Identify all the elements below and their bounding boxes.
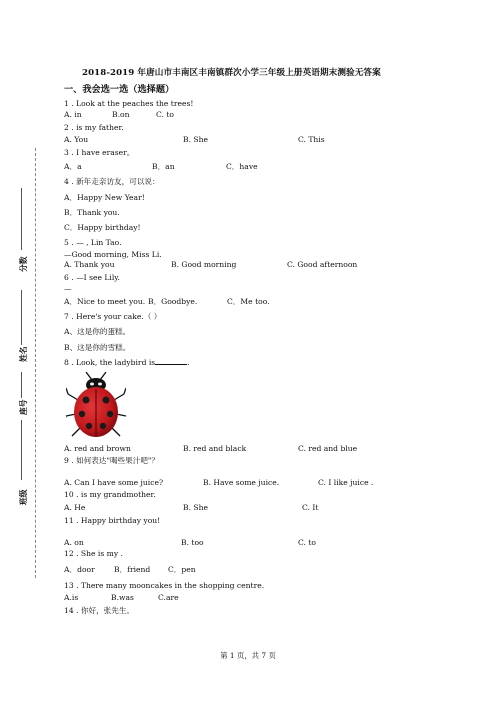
question-stem: 2 . is my father. [64, 123, 124, 132]
question-stem: 10 . is my grandmother. [64, 490, 156, 499]
option[interactable]: A. Thank you [64, 260, 115, 269]
option[interactable]: B. She [183, 135, 208, 144]
option[interactable]: B．Goodbye. [148, 297, 198, 306]
option[interactable]: B. Good morning [171, 260, 237, 269]
name-label: 姓名 [19, 346, 28, 362]
option[interactable]: B. red and black [183, 444, 247, 453]
question-stem: 9 . 如何表达"喝些果汁吧"？ [64, 456, 159, 465]
option-row [64, 110, 174, 119]
option-row [64, 260, 358, 269]
score-label: 分数 [19, 256, 28, 272]
option[interactable]: C. It [302, 503, 319, 512]
option[interactable]: A．Happy New Year! [64, 193, 145, 202]
binding-line [35, 148, 36, 578]
question-stem: 14 . 你好，张先生。 [64, 606, 135, 615]
option[interactable]: A.is [64, 593, 79, 602]
section-heading: 一、我会选一选（选择题） [64, 84, 175, 95]
option[interactable]: B.was [111, 593, 134, 602]
exam-title: 2018-2019 年唐山市丰南区丰南镇群次小学三年级上册英语期末测验无答案 [82, 68, 381, 78]
question-dialogue: —Good morning, Miss Li. [64, 250, 162, 259]
option[interactable]: B. Have some juice. [203, 478, 280, 487]
option[interactable]: C．Happy birthday! [64, 223, 141, 232]
option[interactable]: B.on [112, 110, 130, 119]
question-stem: 12 . She is my . [64, 549, 123, 558]
class-field-line [21, 420, 22, 480]
page-footer: 第 1 页，共 7 页 [220, 651, 276, 660]
option[interactable]: B. too [181, 538, 204, 547]
option[interactable]: A．door [64, 565, 95, 574]
option[interactable]: A. red and brown [64, 444, 131, 453]
question-stem: 3 . I have eraser。 [64, 148, 135, 157]
option[interactable]: C．Me too. [227, 297, 270, 306]
option-row [64, 444, 358, 453]
option-row [64, 538, 316, 547]
score-field-line [21, 188, 22, 250]
question-stem: 11 . Happy birthday you! [64, 516, 161, 525]
id-field-line [21, 372, 22, 398]
option[interactable]: A．Nice to meet you. [64, 297, 146, 306]
option[interactable]: A. on [64, 538, 84, 547]
option-row [64, 593, 179, 602]
option-row [64, 135, 325, 144]
option-row [64, 565, 196, 574]
question-stem: 13 . There many mooncakes in the shopping centre. [64, 581, 265, 590]
option[interactable]: A、这是你的蛋糕。 [64, 327, 131, 336]
option[interactable]: C.are [158, 593, 179, 602]
option[interactable]: C．have [226, 162, 258, 171]
name-field-line [21, 290, 22, 345]
option[interactable]: A. He [64, 503, 86, 512]
question-stem: 8 . Look, the ladybird is . [64, 358, 190, 367]
option[interactable]: C. I like juice . [318, 478, 374, 487]
class-label: 班级 [19, 489, 28, 505]
option[interactable]: B. She [183, 503, 208, 512]
option[interactable]: B．Thank you. [64, 208, 120, 217]
option[interactable]: C. This [298, 135, 325, 144]
option[interactable]: B．friend [114, 565, 151, 574]
option-row [64, 162, 258, 171]
option[interactable]: C. to [156, 110, 174, 119]
option[interactable]: A. Can I have some juice? [64, 478, 164, 487]
option[interactable]: C．pen [168, 565, 196, 574]
question-stem: 7 . Here's your cake.（ ） [64, 312, 162, 321]
option[interactable]: A. You [64, 135, 89, 144]
question-stem: 4 . 新年走亲访友，可以说： [64, 177, 160, 186]
question-dialogue: — [64, 284, 72, 293]
option[interactable]: C. red and blue [298, 444, 358, 453]
option[interactable]: B、这是你的雪糕。 [64, 343, 131, 352]
question-stem: 6 . —I see Lily. [64, 273, 120, 282]
option-row [64, 297, 270, 306]
question-text: 8 . Look, the ladybird is [64, 358, 156, 367]
ladybird-image [66, 372, 126, 440]
question-stem: 1 . Look at the peaches the trees! [64, 99, 194, 108]
answer-blank[interactable] [155, 358, 187, 365]
option[interactable]: B．an [152, 162, 175, 171]
option[interactable]: C. Good afternoon [287, 260, 358, 269]
option-row [64, 478, 374, 487]
id-label: 座号 [19, 399, 28, 415]
option[interactable]: A. in [64, 110, 82, 119]
question-stem: 5 . — , Lin Tao. [64, 238, 122, 247]
option[interactable]: A．a [64, 162, 82, 171]
option[interactable]: C. to [298, 538, 316, 547]
option-row [64, 503, 319, 512]
